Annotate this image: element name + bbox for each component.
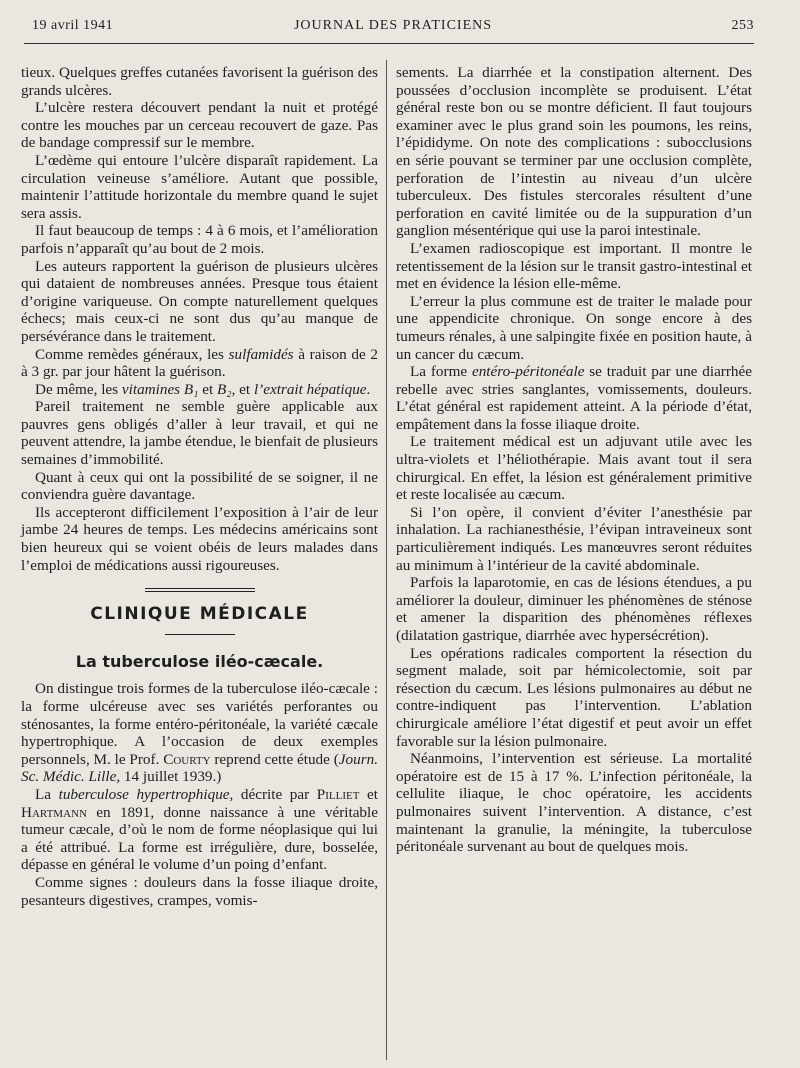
emphasis: tuberculose hypertrophique xyxy=(58,785,230,803)
paragraph: Les opérations radicales comportent la résection du segment malade, soit par hémicolectomie, soit par résection du cæcum. Les lésions pulmonaires au début ne contre-indiquent pas l’intervention. L’ablation chirurgicale améliore l’état digestif et peut avoir un effet favorable sur la lésion pulmonaire. xyxy=(396,644,752,750)
paragraph: L’œdème qui entoure l’ulcère disparaît rapidement. La circulation veineuse s’améliore. Autant que possible, maintenir l’attitude horizontale du membre quand le sujet sera assis. xyxy=(21,151,378,222)
paragraph: Quant à ceux qui ont la possibilité de se soigner, il ne conviendra guère davantage. xyxy=(21,468,378,504)
paragraph: Comme signes : douleurs dans la fosse iliaque droite, pesanteurs digestives, crampes, vomis- xyxy=(21,873,378,909)
paragraph: Néanmoins, l’intervention est sérieuse. La mortalité opératoire est de 15 à 17 %. L’infection péritonéale, la cellulite iliaque, le choc opératoire, les accidents pulmonaires suivent l’intervention. A distance, c’est maintenant la granulie, la méningite, la tuberculose péritonéale survenant au bout de quelques mois. xyxy=(396,750,752,856)
paragraph: Comme remèdes généraux, les sulfamidés à raison de 2 à 3 gr. par jour hâtent la guérison. xyxy=(21,345,378,381)
issue-date: 19 avril 1941 xyxy=(32,18,114,33)
title-rule xyxy=(165,634,235,635)
paragraph: Si l’on opère, il convient d’éviter l’anesthésie par inhalation. La rachianesthésie, l’évipan intraveineux sont particulièrement indiqués. Les manœuvres seront réduites au minimum à l’intérieur de la cavité abdominale. xyxy=(396,503,752,574)
author-name: Courty xyxy=(163,750,211,768)
paragraph: sements. La diarrhée et la constipation alternent. Des poussées d’occlusion incomplète se produisent. L’état général reste bon ou se montre déficient. Il faut toujours examiner avec le plus grand soin les poumons, les reins, l’épididyme. On note des complications : subocclusions en série pouvant se terminer par une occlusion complète, perforation de l’intestin au niveau d’un ulcère tuberculeux. Des fistules stercorales résultent d’une perforation en cavité limitée ou de la suppuration d’un ganglion mésentérique qui use la paroi intestinale. xyxy=(396,64,752,240)
paragraph: Pareil traitement ne semble guère applicable aux pauvres gens obligés d’aller à leur travail, et qui ne peuvent attendre, la jambe étendue, le bienfait de plusieurs semaines d’immobilité. xyxy=(21,398,378,469)
journal-title: JOURNAL DES PRATICIENS xyxy=(293,18,493,33)
author-name: Pilliet xyxy=(316,785,360,803)
paragraph: Parfois la laparotomie, en cas de lésions étendues, a pu améliorer la douleur, diminuer les phénomènes de sténose et amener la disparition des phénomènes réflexes (dilatation gastrique, diarrhée avec hypersécrétion). xyxy=(396,574,752,644)
paragraph: La tuberculose hypertrophique, décrite par Pilliet et Hartmann en 1891, donne naissance à une véritable tumeur cæcale, d’où le nom de forme néoplasique qui lui a été attribué. La forme est irrégulière, dure, bosselée, dépasse en général le volume d’un poing d’enfant. xyxy=(21,785,378,874)
paragraph: Il faut beaucoup de temps : 4 à 6 mois, et l’amélioration parfois n’apparaît qu’au bout de 2 mois. xyxy=(21,222,378,257)
column-divider xyxy=(386,60,387,1060)
emphasis: sulfamidés xyxy=(228,345,294,363)
paragraph: Le traitement médical est un adjuvant utile avec les ultra-violets et l’héliothérapie. Mais avant tout il sera chirurgical. En effet, la lésion est généralement primitive et reste localisée au cæcum. xyxy=(396,433,752,504)
paragraph: L’erreur la plus commune est de traiter le malade pour une appendicite chronique. On songe encore à des tumeurs rénales, à une salpingite fixée en position haute, à un cancer du cæcum. xyxy=(396,292,752,363)
citation: Journ. Sc. Médic. Lille xyxy=(21,750,378,786)
section-title: CLINIQUE MÉDICALE xyxy=(90,604,309,625)
emphasis: l’extrait hépatique xyxy=(253,380,367,398)
author-name: Hartmann xyxy=(21,803,87,821)
header-rule xyxy=(24,43,754,44)
emphasis: B₂ xyxy=(217,380,232,398)
paragraph: Les auteurs rapportent la guérison de plusieurs ulcères qui dataient de nombreuses années. Presque tous étaient d’origine variqueuse. On compte naturellement quelques échecs; mais ceux-ci ne sont dus qu’au manque de persévérance dans le traitement. xyxy=(21,257,378,345)
running-header xyxy=(32,18,754,40)
paragraph: De même, les vitamines B₁ et B₂, et l’extrait hépatique. xyxy=(35,380,371,398)
paragraph: On distingue trois formes de la tuberculose iléo-cæcale : la forme ulcéreuse avec ses variétés perforantes ou sténosantes, la forme entéro-péritonéale, la variété cæcale hypertrophique. A l’occasion de deux exemples personnels, M. le Prof. Courty reprend cette étude (Journ. Sc. Médic. Lille, 14 juillet 1939.) xyxy=(21,680,378,786)
emphasis: entéro-péritonéale xyxy=(471,363,585,381)
paragraph: L’examen radioscopique est important. Il montre le retentissement de la lésion sur le transit gastro-intestinal et met en évidence la lésion elle-même. xyxy=(396,239,752,293)
paragraph: Ils accepteront difficilement l’exposition à l’air de leur jambe 24 heures de temps. Les médecins américains sont bien heureux qui se voient obéis de leurs malades dans l’emploi de médications aussi rigoureuses. xyxy=(21,503,378,574)
paragraph: L’ulcère restera découvert pendant la nuit et protégé contre les mouches par un cerceau recouvert de gaze. Pas de bandage compressif sur le membre. xyxy=(21,99,378,152)
page-number: 253 xyxy=(731,18,754,33)
right-column xyxy=(396,64,752,856)
article-title: La tuberculose iléo-cæcale. xyxy=(75,651,324,671)
paragraph: tieux. Quelques greffes cutanées favorisent la guérison des grands ulcères. xyxy=(21,64,378,99)
section-rule xyxy=(145,588,255,592)
emphasis: vitamines B₁ xyxy=(121,380,199,398)
left-column xyxy=(21,64,378,909)
paragraph: La forme entéro-péritonéale se traduit par une diarrhée rebelle avec stries sanglantes, vomissements, douleurs. L’état général est rapidement atteint. A la période d’état, empâtement dans la fosse iliaque droite. xyxy=(396,363,752,433)
